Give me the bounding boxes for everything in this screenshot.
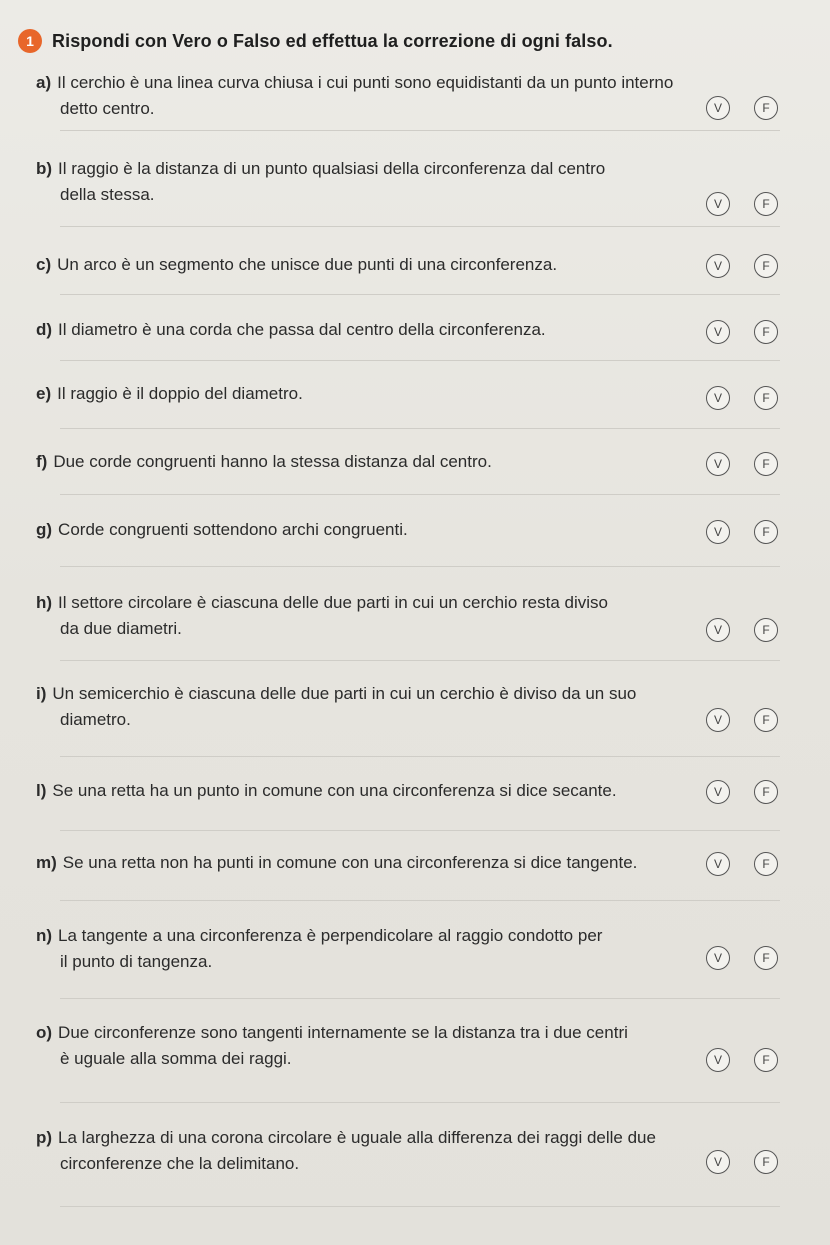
false-option-circle[interactable]: F bbox=[754, 386, 778, 410]
question-line-1: La larghezza di una corona circolare è uguale alla differenza dei raggi delle due bbox=[58, 1128, 656, 1147]
true-option-circle[interactable]: V bbox=[706, 192, 730, 216]
false-option-circle[interactable]: F bbox=[754, 254, 778, 278]
question-line-1: Il raggio è il doppio del diametro. bbox=[57, 384, 303, 403]
question-line-1: Il diametro è una corda che passa dal centro della circonferenza. bbox=[58, 320, 546, 339]
true-option-circle[interactable]: V bbox=[706, 1048, 730, 1072]
question-line-1: Se una retta ha un punto in comune con una circonferenza si dice secante. bbox=[52, 781, 617, 800]
true-option-circle[interactable]: V bbox=[706, 452, 730, 476]
true-option-circle[interactable]: V bbox=[706, 708, 730, 732]
question-text bbox=[36, 517, 696, 543]
question-letter: f) bbox=[36, 452, 48, 471]
true-false-options bbox=[706, 618, 778, 642]
true-false-options bbox=[706, 780, 778, 804]
correction-line[interactable] bbox=[60, 494, 780, 495]
true-false-options bbox=[706, 946, 778, 970]
question-letter: l) bbox=[36, 781, 47, 800]
question-line-1: Corde congruenti sottendono archi congruenti. bbox=[58, 520, 408, 539]
false-option-circle[interactable]: F bbox=[754, 1150, 778, 1174]
question-letter: g) bbox=[36, 520, 53, 539]
question-line-1: Un arco è un segmento che unisce due punti di una circonferenza. bbox=[57, 255, 558, 274]
false-option-circle[interactable]: F bbox=[754, 708, 778, 732]
true-false-options bbox=[706, 386, 778, 410]
false-option-circle[interactable]: F bbox=[754, 192, 778, 216]
true-false-options bbox=[706, 192, 778, 216]
question-line-2: circonferenze che la delimitano. bbox=[60, 1154, 300, 1173]
question-text bbox=[36, 850, 696, 876]
true-false-options bbox=[706, 1048, 778, 1072]
false-option-circle[interactable]: F bbox=[754, 520, 778, 544]
correction-line[interactable] bbox=[60, 660, 780, 661]
correction-line[interactable] bbox=[60, 900, 780, 901]
correction-line[interactable] bbox=[60, 756, 780, 757]
true-option-circle[interactable]: V bbox=[706, 618, 730, 642]
question-text bbox=[36, 449, 696, 475]
question-letter: o) bbox=[36, 1023, 53, 1042]
question-line-1: Il cerchio è una linea curva chiusa i cui punti sono equidistanti da un punto interno bbox=[57, 73, 674, 92]
false-option-circle[interactable]: F bbox=[754, 780, 778, 804]
exercise-title: Rispondi con Vero o Falso ed effettua la correzione di ogni falso. bbox=[52, 30, 613, 51]
true-false-options bbox=[706, 520, 778, 544]
question-text bbox=[36, 778, 696, 804]
question-line-2: diametro. bbox=[60, 710, 131, 729]
true-option-circle[interactable]: V bbox=[706, 1150, 730, 1174]
false-option-circle[interactable]: F bbox=[754, 852, 778, 876]
question-text bbox=[36, 923, 696, 975]
correction-line[interactable] bbox=[60, 428, 780, 429]
question-letter: m) bbox=[36, 853, 57, 872]
question-letter: h) bbox=[36, 593, 53, 612]
question-letter: n) bbox=[36, 926, 53, 945]
question-text bbox=[36, 590, 696, 642]
true-false-options bbox=[706, 1150, 778, 1174]
false-option-circle[interactable]: F bbox=[754, 618, 778, 642]
true-false-options bbox=[706, 96, 778, 120]
correction-line[interactable] bbox=[60, 830, 780, 831]
true-false-options bbox=[706, 452, 778, 476]
correction-line[interactable] bbox=[60, 1206, 780, 1207]
question-text bbox=[36, 252, 696, 278]
true-option-circle[interactable]: V bbox=[706, 386, 730, 410]
correction-line[interactable] bbox=[60, 130, 780, 131]
question-text bbox=[36, 70, 696, 122]
correction-line[interactable] bbox=[60, 566, 780, 567]
question-letter: i) bbox=[36, 684, 47, 703]
correction-line[interactable] bbox=[60, 1102, 780, 1103]
question-text bbox=[36, 1125, 696, 1177]
false-option-circle[interactable]: F bbox=[754, 320, 778, 344]
true-false-options bbox=[706, 320, 778, 344]
question-text bbox=[36, 317, 696, 343]
correction-line[interactable] bbox=[60, 998, 780, 999]
question-line-2: detto centro. bbox=[60, 99, 155, 118]
false-option-circle[interactable]: F bbox=[754, 96, 778, 120]
true-false-options bbox=[706, 254, 778, 278]
question-line-1: Se una retta non ha punti in comune con una circonferenza si dice tangente. bbox=[62, 853, 638, 872]
question-letter: e) bbox=[36, 384, 52, 403]
question-line-1: Il settore circolare è ciascuna delle due parti in cui un cerchio resta diviso bbox=[58, 593, 608, 612]
true-option-circle[interactable]: V bbox=[706, 780, 730, 804]
correction-line[interactable] bbox=[60, 360, 780, 361]
false-option-circle[interactable]: F bbox=[754, 946, 778, 970]
question-letter: c) bbox=[36, 255, 52, 274]
false-option-circle[interactable]: F bbox=[754, 452, 778, 476]
false-option-circle[interactable]: F bbox=[754, 1048, 778, 1072]
question-text bbox=[36, 381, 696, 407]
question-line-1: Due circonferenze sono tangenti internamente se la distanza tra i due centri bbox=[58, 1023, 628, 1042]
question-line-1: Il raggio è la distanza di un punto qualsiasi della circonferenza dal centro bbox=[58, 159, 606, 178]
exercise-header bbox=[18, 26, 613, 56]
true-option-circle[interactable]: V bbox=[706, 254, 730, 278]
question-text bbox=[36, 156, 696, 208]
question-line-1: Due corde congruenti hanno la stessa distanza dal centro. bbox=[53, 452, 492, 471]
question-line-2: da due diametri. bbox=[60, 619, 182, 638]
exercise-number-badge: 1 bbox=[18, 29, 42, 53]
correction-line[interactable] bbox=[60, 226, 780, 227]
true-option-circle[interactable]: V bbox=[706, 96, 730, 120]
correction-line[interactable] bbox=[60, 294, 780, 295]
true-option-circle[interactable]: V bbox=[706, 852, 730, 876]
question-letter: b) bbox=[36, 159, 53, 178]
true-option-circle[interactable]: V bbox=[706, 520, 730, 544]
question-text bbox=[36, 1020, 696, 1072]
question-letter: d) bbox=[36, 320, 53, 339]
question-text bbox=[36, 681, 696, 733]
question-line-1: La tangente a una circonferenza è perpendicolare al raggio condotto per bbox=[58, 926, 603, 945]
true-false-options bbox=[706, 708, 778, 732]
true-option-circle[interactable]: V bbox=[706, 320, 730, 344]
true-false-options bbox=[706, 852, 778, 876]
true-option-circle[interactable]: V bbox=[706, 946, 730, 970]
question-letter: p) bbox=[36, 1128, 53, 1147]
question-letter: a) bbox=[36, 73, 52, 92]
question-line-1: Un semicerchio è ciascuna delle due parti in cui un cerchio è diviso da un suo bbox=[52, 684, 637, 703]
question-line-2: è uguale alla somma dei raggi. bbox=[60, 1049, 292, 1068]
question-line-2: il punto di tangenza. bbox=[60, 952, 213, 971]
question-line-2: della stessa. bbox=[60, 185, 155, 204]
